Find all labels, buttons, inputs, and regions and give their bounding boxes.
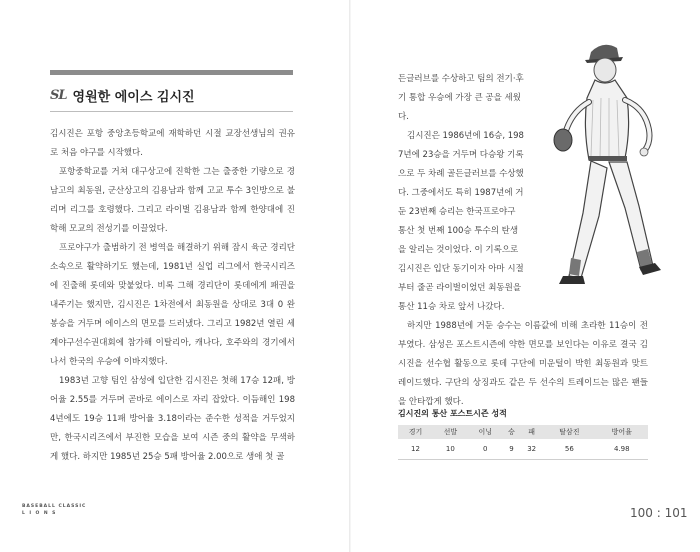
column-header: 방어율	[596, 425, 648, 439]
stats-table-title: 김시진의 통산 포스트시즌 성적	[398, 409, 507, 418]
paragraph: 김시진은 1986년에 16승, 1987년에 23승을 거두며 다승왕 기록으로 두 차례 골든글러브를 수상했다. 그중에서도 특히 1987년에 거둔 23번째 승리는 한국프로야구 통산 첫 번째 100승 투수의 탄생을 알리는 것이었다. 이 기록으로 김시진은 입단 동기이자 아마 시절부터 줄곧 라이벌이었던 최동원을 통산 11승 차로 앞서 나갔다.	[398, 131, 524, 312]
table-cell: 12	[398, 439, 433, 460]
table-cell: 10	[433, 439, 468, 460]
heading-top-bar	[50, 70, 293, 75]
table-cell: 4.98	[596, 439, 648, 460]
table-header-row	[398, 425, 648, 439]
right-page	[350, 0, 700, 552]
column-header: 경기	[398, 425, 433, 439]
postseason-stats-table	[398, 425, 648, 460]
table-cell: 32	[520, 439, 543, 460]
paragraph: 든글러브를 수상하고 팀의 전기·후기 통합 우승에 가장 큰 공을 세웠다.	[398, 74, 524, 122]
footer-brand-line-2: LIONS	[22, 511, 60, 516]
paragraph: 포항중학교를 거쳐 대구상고에 진학한 그는 출중한 기량으로 경남고의 최동원, 군산상고의 김용남과 함께 고교 투수 3인방으로 불리며 리그를 호령했다. 그리고 라이벌 김용남과 함께 한양대에 진학해 모교의 전성기를 이끌었다.	[50, 167, 295, 234]
pitcher-illustration-icon	[545, 38, 665, 303]
page-number: 100 : 101	[630, 506, 688, 520]
column-header: 선발	[433, 425, 468, 439]
footer-brand-logo	[22, 503, 86, 517]
table-row	[398, 439, 648, 460]
column-header: 이닝	[468, 425, 503, 439]
table-cell: 0	[468, 439, 503, 460]
section-title: 영원한 에이스 김시진	[72, 90, 195, 105]
footer-brand-line-1: BASEBALL CLASSIC	[22, 504, 87, 509]
table-cell: 56	[543, 439, 595, 460]
paragraph: 1983년 고향 팀인 삼성에 입단한 김시진은 첫해 17승 12패, 방어율 2.55를 거두며 곧바로 에이스로 자리 잡았다. 이듬해인 1984년에도 19승 11패 방어율 3.18이라는 준수한 성적을 거두었지만, 한국시리즈에서 부진한 모습을 보여 시즌 중의 활약을 무색하게 했다. 하지만 1985년 25승 5패 방어율 2.00으로 생애 첫 골	[50, 376, 295, 462]
heading-underline	[50, 111, 293, 112]
paragraph: 하지만 1988년에 거둔 승수는 이름값에 비해 초라한 11승이 전부였다. 삼성은 포스트시즌에 약한 면모를 보인다는 이유로 결국 김시진을 선수협 활동으로 롯데 구단에 미운털이 박힌 최동원과 맞트레이드했다. 구단의 상징과도 같은 두 선수의 트레이드는 많은 팬들을 안타깝게 했다.	[398, 321, 648, 407]
table-cell: 9	[503, 439, 520, 460]
paragraph: 프로야구가 출범하기 전 병역을 해결하기 위해 잠시 육군 경리단 소속으로 활약하기도 했는데, 1981년 실업 리그에서 한국시리즈에 진출해 롯데와 맞붙었다. 비록 그해 경리단이 롯데에게 패권을 내주기는 했지만, 김시진은 1차전에서 최동원을 상대로 3대 0 완봉승을 거두며 에이스의 면모를 드러냈다. 그리고 1982년 열린 세계야구선수권대회에 참가해 이탈리아, 캐나다, 호주와의 경기에서 나서 한국의 우승에 이바지했다.	[50, 243, 295, 367]
left-body-text	[50, 125, 295, 467]
section-heading	[50, 86, 195, 105]
column-header: 패	[520, 425, 543, 439]
paragraph: 김시진은 포항 중앙초등학교에 재학하던 시절 교장선생님의 권유로 처음 야구를 시작했다.	[50, 129, 295, 158]
heading-mark-icon: SL	[50, 88, 67, 103]
column-header: 탈삼진	[543, 425, 595, 439]
column-header: 승	[503, 425, 520, 439]
